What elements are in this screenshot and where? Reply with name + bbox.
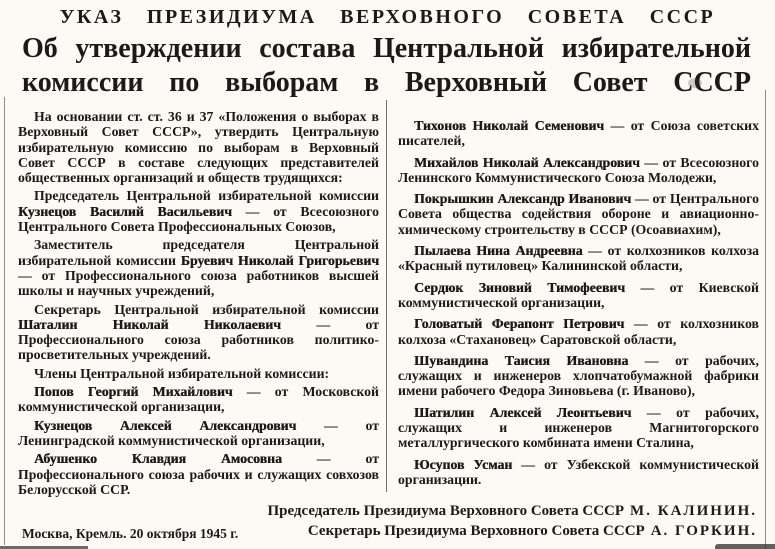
dateline: Москва, Кремль. 20 октября 1945 г. xyxy=(22,526,239,541)
signature-line xyxy=(267,521,757,541)
paragraph-text: — от Узбекской коммунистической организации. xyxy=(398,456,759,487)
signature-title: Председатель Президиума Верховного Совета СССР xyxy=(267,503,625,519)
decree-paragraph xyxy=(398,118,759,149)
person-name: Шувандина Таисия Ивановна xyxy=(414,352,629,368)
person-name: Тихонов Николай Семенович xyxy=(414,118,605,133)
signature-name: А. ГОРКИН. xyxy=(650,523,757,539)
person-name: Шатилин Алексей Леонтьевич xyxy=(414,404,632,420)
scan-artifact xyxy=(688,78,702,88)
column-right xyxy=(385,109,759,500)
person-name: Попов Георгий Михайлович xyxy=(34,384,233,400)
paragraph-text: — от Киевской коммунистической организации, xyxy=(398,279,760,310)
paragraph-text: — от рабочих, служащих и инженеров Магнитогорского металлургического комбината имени Сталина, xyxy=(398,404,759,451)
person-name: Кузнецов Алексей Александрович xyxy=(34,417,297,433)
signature-block xyxy=(267,501,757,541)
person-name: Кузнецов Василий Васильевич xyxy=(18,203,232,219)
decree-paragraph xyxy=(398,316,759,347)
column-left xyxy=(18,109,385,500)
decree-paragraph xyxy=(398,191,759,237)
paragraph-text: — от Центрального Совета общества содействия обороне и авиационно-химическому строительству в СССР (Осоавиахим), xyxy=(398,191,759,237)
signature-title: Секретарь Президиума Верховного Совета СССР xyxy=(307,523,645,539)
person-name: Головатый Ферапонт Петрович xyxy=(414,316,625,332)
person-name: Покрышкин Александр Иванович xyxy=(414,191,632,207)
paragraph-text: — от Профессионального союза работников высшей школы и научных учреждений, xyxy=(18,267,379,299)
person-name: Бруевич Николай Григорьевич xyxy=(180,252,380,268)
headline-line-1: Об утверждении состава Центральной избирательной xyxy=(22,33,751,64)
decree-paragraph xyxy=(18,451,379,497)
paragraph-text: — от Профессионального союза рабочих и служащих совхозов Белорусской ССР. xyxy=(18,451,379,497)
headline-line-2: комиссии по выборам в Верховный Совет СССР xyxy=(22,67,751,98)
members-heading xyxy=(18,366,379,381)
paragraph-text: Председатель Центральной избирательной комиссии xyxy=(34,188,379,204)
decree-paragraph xyxy=(398,405,759,451)
left-column-rule xyxy=(4,97,5,545)
decree-paragraph xyxy=(18,384,379,415)
kicker-title: УКАЗ ПРЕЗИДИУМА ВЕРХОВНОГО СОВЕТА СССР xyxy=(59,6,716,28)
paragraph-text: Секретарь Центральной избирательной комиссии xyxy=(34,301,379,317)
paragraph-text: — от колхозников колхоза «Красный путиловец» Калининской области, xyxy=(398,243,760,274)
person-name: Шаталин Николай Николаевич xyxy=(18,316,281,332)
decree-paragraph xyxy=(18,188,379,234)
person-name: Михайлов Николай Александрович xyxy=(414,154,640,170)
column-divider-rule xyxy=(386,100,387,492)
paragraph-text: — от Союза советских писателей, xyxy=(398,118,759,149)
person-name: Сердюк Зиновий Тимофеевич xyxy=(414,279,626,295)
scan-artifact xyxy=(715,544,775,549)
right-column-rule xyxy=(765,90,766,549)
person-name: Юсупов Усман xyxy=(414,456,513,472)
paragraph-text: На основании ст. ст. 36 и 37 «Положения о выборах в Верховный Совет СССР», утвердить Центральную избирательную комиссию по выборам в Верховный Совет СССР в составе следующих представителей общественных организаций и обществ трудящихся: xyxy=(18,109,379,186)
decree-paragraph xyxy=(18,109,379,185)
paragraph-text: — от Всесоюзного Центрального Совета Профессиональных Союзов, xyxy=(18,203,379,235)
paragraph-text: — от рабочих, служащих и инженеров хлопчатобумажной фабрики имени рабочего Федора Зиновьева (г. Иваново), xyxy=(398,352,759,399)
signature-name: М. КАЛИНИН. xyxy=(630,503,757,519)
paragraph-text: — от Всесоюзного Ленинского Коммунистического Союза Молодежи, xyxy=(398,154,759,185)
decree-paragraph xyxy=(398,457,759,488)
decree-paragraph xyxy=(398,353,759,399)
paragraph-text: Члены Центральной избирательной комиссии: xyxy=(34,365,330,381)
paragraph-text: Заместитель председателя Центральной избирательной комиссии xyxy=(18,237,379,268)
paragraph-text: — от Профессионального союза работников политико-просветительных учреждений. xyxy=(18,316,380,363)
decree-paragraph xyxy=(18,237,379,298)
paragraph-text: — от колхозников колхоза «Стахановец» Саратовской области, xyxy=(398,316,759,347)
paragraph-text: — от Ленинградской коммунистической организации, xyxy=(18,417,379,448)
decree-paragraph xyxy=(18,418,379,449)
decree-body xyxy=(0,100,775,500)
headline xyxy=(0,29,775,100)
paragraph-text: — от Московской коммунистической организации, xyxy=(18,384,380,415)
decree-paragraph xyxy=(18,302,379,363)
decree-paragraph xyxy=(398,280,759,311)
person-name: Абушенко Клавдия Амосовна xyxy=(34,451,282,467)
signature-line xyxy=(267,501,757,521)
person-name: Пылаева Нина Андреевна xyxy=(414,243,583,259)
decree-paragraph xyxy=(398,155,759,186)
decree-paragraph xyxy=(398,243,759,274)
